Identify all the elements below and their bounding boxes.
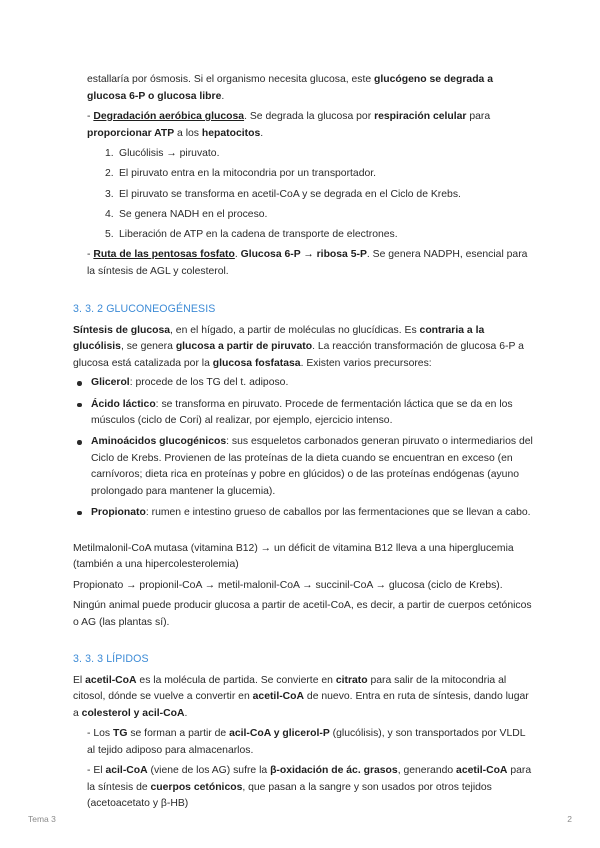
- beta-oxidation-paragraph: - El acil-CoA (viene de los AG) sufre la β-oxidación de ác. grasos, generando acetil-CoA para la síntesis de cuerpos cetónicos, que pasan a la sangre y son usados por otros tejidos (acetoacetato y β-HB): [87, 765, 532, 810]
- aerobic-steps-list: [73, 146, 533, 244]
- b12-paragraph: Metilmalonil-CoA mutasa (vitamina B12) → un déficit de vitamina B12 lleva a una hiperglucemia (también a una hipercolesterolemia): [73, 542, 514, 571]
- list-item: 2. El piruvato entra en la mitocondria por un transportador.: [105, 168, 377, 180]
- propionate-paragraph: Propionato → propionil-CoA → metil-malonil-CoA → succinil-CoA → glucosa (ciclo de Krebs).: [73, 579, 503, 591]
- tg-paragraph: - Los TG se forman a partir de acil-CoA y glicerol-P (glucólisis), y son transportados por VLDL al tejido adiposo para almacenarlos.: [87, 728, 526, 756]
- footer-chapter-label: Tema 3: [28, 814, 56, 824]
- list-item: Aminoácidos glucogénicos: sus esqueletos carbonados generan piruvato o intermediarios del Ciclo de Krebs. Provienen de las proteínas de la dieta cuando se encuentran en exceso (en carnívoros; dieta rica en proteínas y pobre en glúcidos) o de las proteínas endógenas (ayuno prolongado para mantener la glucemia).: [91, 434, 533, 500]
- list-item: Ácido láctico: se transforma en piruvato. Procede de fermentación láctica que se da en los músculos (ciclo de Cori) al realizar, por ejemplo, ejercicio intenso.: [91, 397, 533, 430]
- list-item: Propionato: rumen e intestino grueso de caballos por las fermentaciones que se llevan a cabo.: [91, 505, 533, 522]
- bullet-icon: [77, 511, 82, 516]
- list-item: Glicerol: procede de los TG del t. adiposo.: [91, 375, 533, 392]
- list-item: 5. Liberación de ATP en la cadena de transporte de electrones.: [105, 229, 398, 241]
- pentose-paragraph: - Ruta de las pentosas fosfato. Glucosa 6-P → ribosa 5-P. Se genera NADPH, esencial para la síntesis de AGL y colesterol.: [87, 249, 528, 277]
- list-item: 4. Se genera NADH en el proceso.: [105, 208, 268, 220]
- gluconeogenesis-intro: Síntesis de glucosa, en el hígado, a partir de moléculas no glucídicas. Es contraria a la glucólisis, se genera glucosa a partir de piruvato. La reacción transformación de glucosa 6-P a glucosa está catalizada por la glucosa fosfatasa. Existen varios precursores:: [73, 324, 524, 369]
- section-heading-lipids: 3. 3. 3 LÍPIDOS: [73, 653, 149, 666]
- lipids-intro: El acetil-CoA es la molécula de partida. Se convierte en citrato para salir de la mitocondria al citosol, dónde se vuelve a convertir en acetil-CoA de nuevo. Entra en ruta de síntesis, dando lugar a colesterol y acil-CoA.: [73, 674, 529, 719]
- bullet-icon: [77, 381, 82, 386]
- list-item: 1. Glucólisis → piruvato.: [105, 148, 220, 159]
- section-heading-gluconeogenesis: 3. 3. 2 GLUCONEOGÉNESIS: [73, 303, 216, 316]
- continuation-paragraph: estallaría por ósmosis. Si el organismo necesita glucosa, este glucógeno se degrada a glucosa 6-P o glucosa libre.: [87, 74, 493, 102]
- bullet-icon: [77, 440, 82, 445]
- bullet-icon: [77, 403, 82, 408]
- footer-page-number: 2: [567, 814, 572, 824]
- page-content: [73, 72, 533, 813]
- aerobic-degradation-paragraph: - Degradación aeróbica glucosa. Se degrada la glucosa por respiración celular para proporcionar ATP a los hepatocitos.: [87, 111, 491, 139]
- precursors-list: [73, 375, 533, 521]
- list-item: 3. El piruvato se transforma en acetil-CoA y se degrada en el Ciclo de Krebs.: [105, 188, 461, 200]
- acetyl-coa-paragraph: Ningún animal puede producir glucosa a partir de acetil-CoA, es decir, a partir de cuerpos cetónicos o AG (las plantas sí).: [73, 600, 532, 628]
